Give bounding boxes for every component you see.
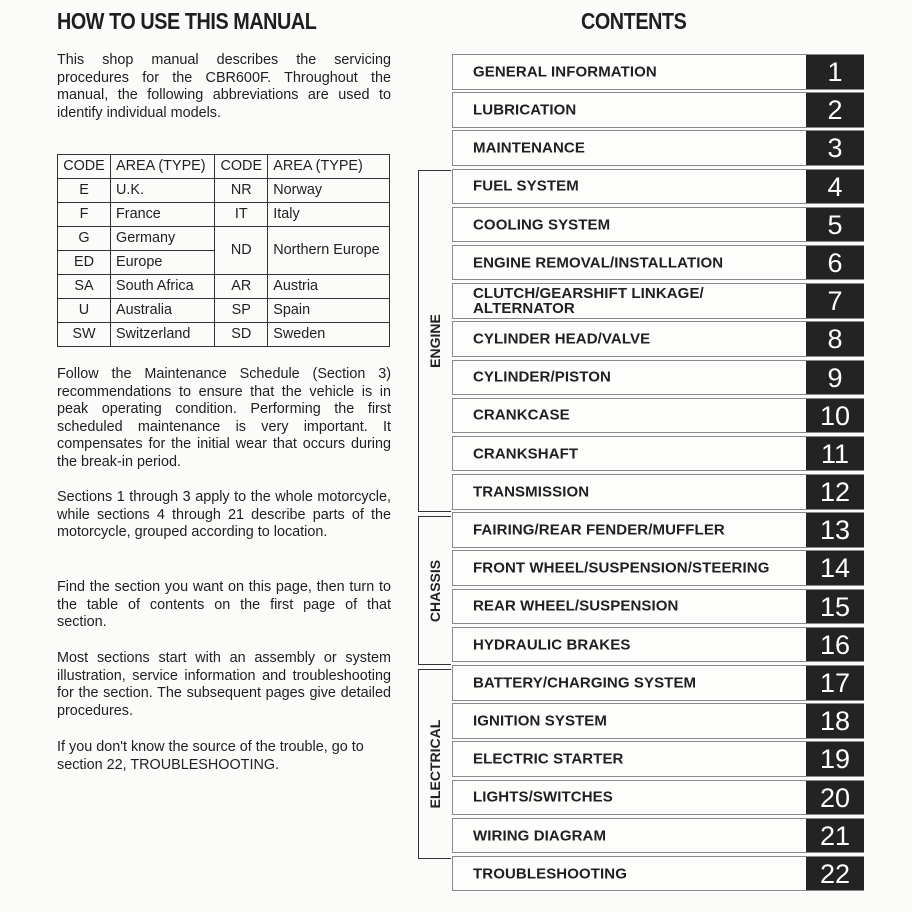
table-cell: Northern Europe — [268, 227, 390, 275]
section-title: CYLINDER HEAD/VALVE — [473, 330, 651, 348]
intro-paragraph: This shop manual describes the servicing procedures for the CBR600F. Throughout the manual, the following abbreviations are used to identify individual models. — [57, 52, 391, 121]
engine-group-bracket — [418, 170, 451, 512]
section-number-tab: 21 — [806, 819, 864, 853]
contents-row[interactable] — [452, 207, 864, 243]
section-number-tab: 3 — [806, 131, 864, 165]
section-title: TROUBLESHOOTING — [473, 865, 627, 883]
electrical-group-bracket — [418, 669, 451, 859]
contents-row[interactable] — [452, 627, 864, 663]
table-cell: U — [58, 299, 111, 323]
table-cell: SD — [215, 323, 268, 347]
section-number-tab: 19 — [806, 742, 864, 776]
section-title: ELECTRIC STARTER — [473, 750, 624, 768]
troubleshooting-paragraph: If you don't know the source of the trouble, go to section 22, TROUBLESHOOTING. — [57, 739, 364, 773]
section-number-tab: 12 — [806, 475, 864, 509]
section-number-tab: 9 — [806, 361, 864, 395]
section-title: LIGHTS/SWITCHES — [473, 788, 613, 806]
contents-row[interactable] — [452, 780, 864, 816]
chassis-group-label: CHASSIS — [427, 559, 443, 622]
section-title: MAINTENANCE — [473, 139, 585, 157]
section-number-tab: 2 — [806, 93, 864, 127]
section-number-tab: 7 — [806, 284, 864, 318]
table-cell: ED — [58, 251, 111, 275]
section-title: CRANKCASE — [473, 406, 570, 424]
contents-row[interactable] — [452, 512, 864, 548]
section-title: FAIRING/REAR FENDER/MUFFLER — [473, 521, 725, 539]
table-header-cell: CODE — [58, 155, 111, 179]
section-number-tab: 14 — [806, 551, 864, 585]
contents-row[interactable] — [452, 130, 864, 166]
contents-row[interactable] — [452, 818, 864, 854]
contents-row[interactable] — [452, 474, 864, 510]
model-codes-table — [57, 154, 390, 347]
find-section-paragraph: Find the section you want on this page, then turn to the table of contents on the first page of that section. — [57, 579, 391, 631]
table-cell: South Africa — [111, 275, 215, 299]
section-number-tab: 17 — [806, 666, 864, 700]
contents-row[interactable] — [452, 360, 864, 396]
table-row — [58, 323, 390, 347]
electrical-group-label: ELECTRICAL — [427, 719, 443, 809]
section-number-tab: 15 — [806, 590, 864, 624]
section-number-tab: 5 — [806, 208, 864, 242]
table-cell: IT — [215, 203, 268, 227]
section-title: IGNITION SYSTEM — [473, 712, 608, 730]
table-cell: Sweden — [268, 323, 390, 347]
section-number-tab: 8 — [806, 322, 864, 356]
table-cell: SP — [215, 299, 268, 323]
table-row — [58, 275, 390, 299]
contents-row[interactable] — [452, 398, 864, 434]
section-number-tab: 13 — [806, 513, 864, 547]
section-number-tab: 1 — [806, 55, 864, 89]
table-row — [58, 179, 390, 203]
table-cell: Austria — [268, 275, 390, 299]
contents-row[interactable] — [452, 550, 864, 586]
contents-row[interactable] — [452, 703, 864, 739]
table-cell: SA — [58, 275, 111, 299]
contents-row[interactable] — [452, 665, 864, 701]
contents-row[interactable] — [452, 92, 864, 128]
contents-row[interactable] — [452, 169, 864, 205]
section-number-tab: 18 — [806, 704, 864, 738]
section-title: FUEL SYSTEM — [473, 177, 579, 195]
contents-row[interactable] — [452, 54, 864, 90]
table-cell: G — [58, 227, 111, 251]
table-row — [58, 203, 390, 227]
table-cell: SW — [58, 323, 111, 347]
section-title: COOLING SYSTEM — [473, 216, 611, 233]
sections-paragraph: Sections 1 through 3 apply to the whole motorcycle, while sections 4 through 21 describe parts of the motorcycle, grouped according to location. — [57, 489, 391, 541]
section-title: BATTERY/CHARGING SYSTEM — [473, 674, 697, 692]
table-cell: Italy — [268, 203, 390, 227]
contents-row[interactable] — [452, 589, 864, 625]
table-cell: Germany — [111, 227, 215, 251]
table-cell: Norway — [268, 179, 390, 203]
section-title: FRONT WHEEL/SUSPENSION/STEERING — [473, 559, 770, 577]
section-title: CLUTCH/GEARSHIFT LINKAGE/ ALTERNATOR — [473, 284, 704, 317]
table-header-cell: CODE — [215, 155, 268, 179]
section-number-tab: 22 — [806, 857, 864, 891]
section-title: GENERAL INFORMATION — [473, 63, 657, 81]
table-cell: AR — [215, 275, 268, 299]
table-cell: France — [111, 203, 215, 227]
engine-group-label: ENGINE — [427, 314, 443, 368]
table-cell: Switzerland — [111, 323, 215, 347]
section-title: TRANSMISSION — [473, 483, 590, 501]
section-title: LUBRICATION — [473, 101, 577, 119]
table-cell: Europe — [111, 251, 215, 275]
contents-list — [452, 54, 864, 894]
table-cell: ND — [215, 227, 268, 275]
table-header-cell: AREA (TYPE) — [111, 155, 215, 179]
contents-row[interactable] — [452, 436, 864, 472]
section-number-tab: 6 — [806, 246, 864, 280]
table-cell: F — [58, 203, 111, 227]
section-number-tab: 4 — [806, 170, 864, 204]
maintenance-paragraph: Follow the Maintenance Schedule (Section 3) recommendations to ensure that the vehicle is in peak operating condition. Performing the first scheduled maintenance is very important. It compensates for the initial wear that occurs during the break-in period. — [57, 366, 391, 470]
section-title: CRANKSHAFT — [473, 445, 579, 463]
section-number-tab: 16 — [806, 628, 864, 662]
table-row — [58, 227, 390, 251]
section-number-tab: 10 — [806, 399, 864, 433]
table-row — [58, 299, 390, 323]
section-title: WIRING DIAGRAM — [473, 827, 607, 844]
section-structure-paragraph: Most sections start with an assembly or system illustration, service information and troubleshooting for the section. The subsequent pages give detailed procedures. — [57, 650, 391, 719]
how-to-use-title: HOW TO USE THIS MANUAL — [57, 8, 317, 34]
section-number-tab: 20 — [806, 781, 864, 815]
contents-row[interactable] — [452, 283, 864, 319]
table-cell: Australia — [111, 299, 215, 323]
contents-row[interactable] — [452, 245, 864, 281]
contents-row[interactable] — [452, 321, 864, 357]
section-number-tab: 11 — [806, 437, 864, 471]
table-header-cell: AREA (TYPE) — [268, 155, 390, 179]
table-cell: Spain — [268, 299, 390, 323]
table-header-row — [58, 155, 390, 179]
table-cell: NR — [215, 179, 268, 203]
section-title: CYLINDER/PISTON — [473, 368, 611, 386]
contents-title: CONTENTS — [581, 8, 687, 34]
section-title: HYDRAULIC BRAKES — [473, 636, 631, 654]
table-cell: U.K. — [111, 179, 215, 203]
contents-row[interactable] — [452, 741, 864, 777]
section-title: REAR WHEEL/SUSPENSION — [473, 597, 679, 615]
chassis-group-bracket — [418, 516, 451, 665]
section-title: ENGINE REMOVAL/INSTALLATION — [473, 254, 724, 272]
contents-row[interactable] — [452, 856, 864, 892]
table-cell: E — [58, 179, 111, 203]
